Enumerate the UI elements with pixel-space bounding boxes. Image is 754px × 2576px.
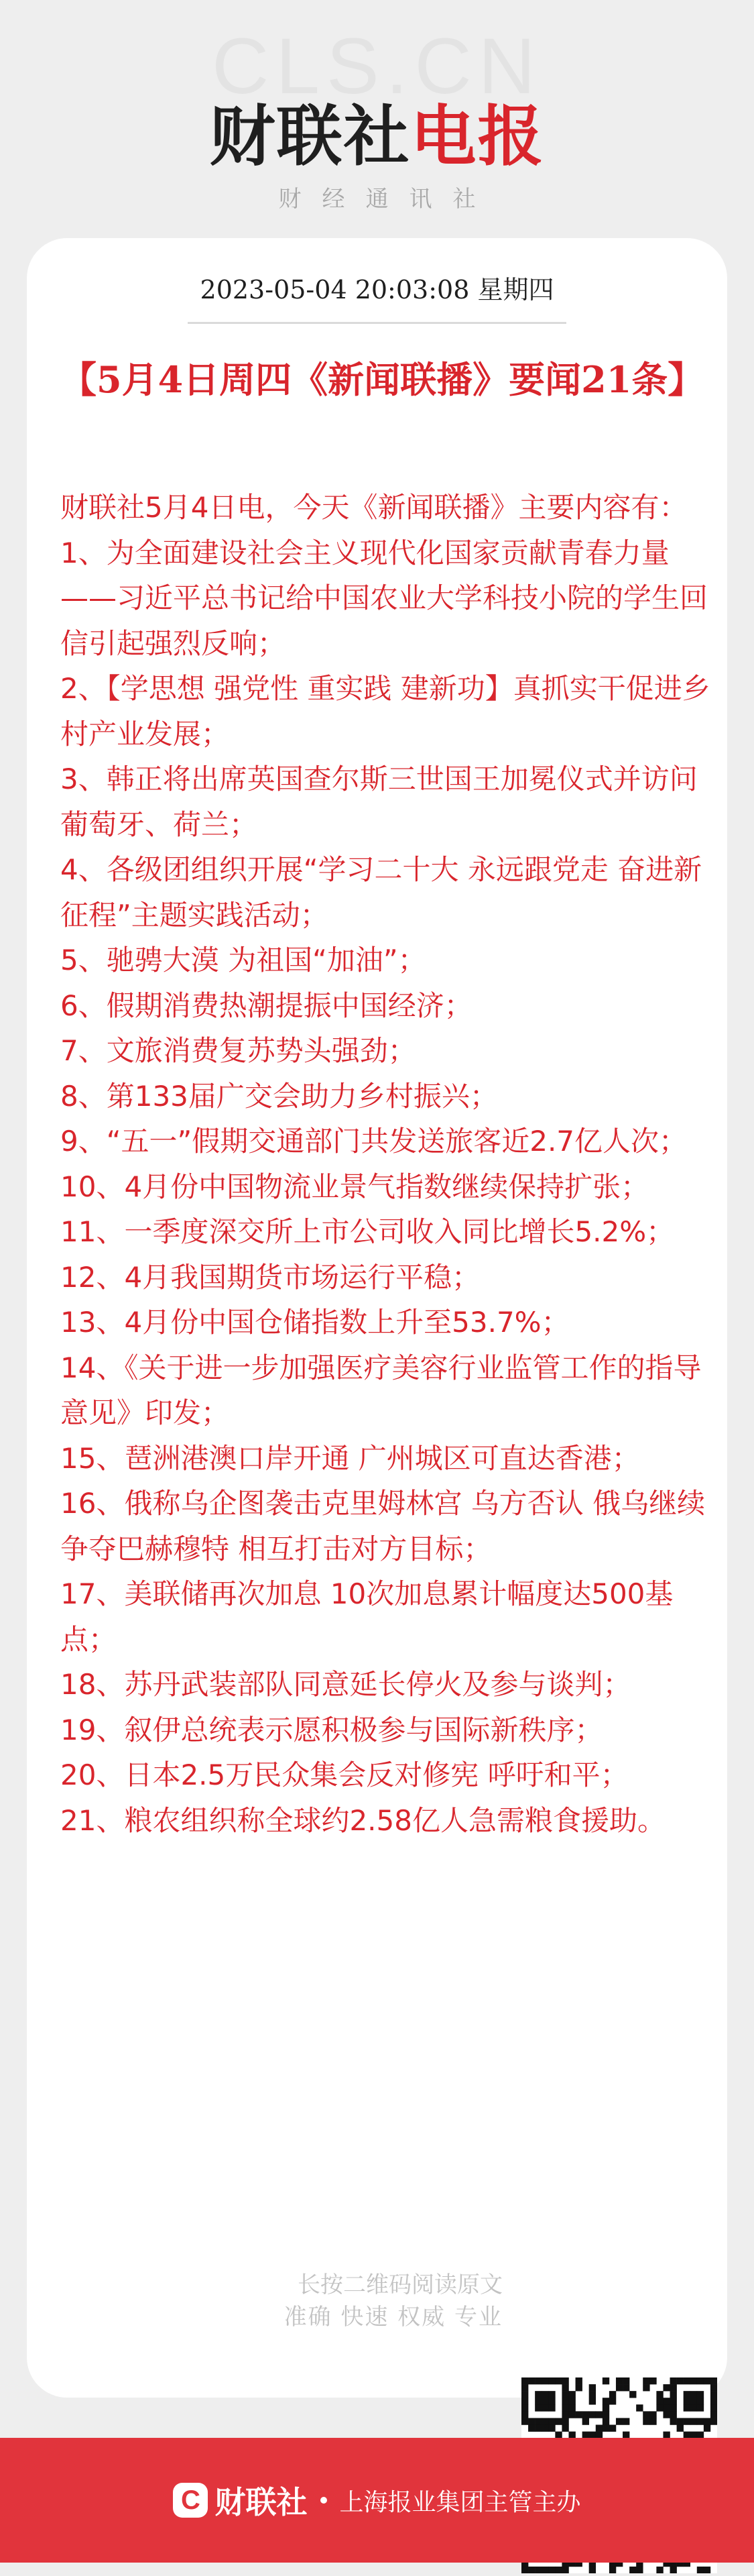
news-item: 19、叙伊总统表示愿积极参与国际新秩序；: [60, 1713, 603, 1746]
news-item: 21、粮农组织称全球约2.58亿人急需粮食援助。: [60, 1803, 666, 1837]
brand-subtitle: 财经通讯社: [278, 186, 497, 213]
news-item: 20、日本2.5万民众集会反对修宪 呼吁和平；: [60, 1758, 629, 1791]
news-item: 14、《关于进一步加强医疗美容行业监管工作的指导意见》印发；: [60, 1351, 702, 1429]
news-card: [27, 238, 727, 2398]
cls-logo-icon: C: [173, 2483, 208, 2518]
news-item: 9、“五一”假期交通部门共发送旅客近2.7亿人次；: [60, 1125, 688, 1158]
news-item: 3、韩正将出席英国查尔斯三世国王加冕仪式并访问葡萄牙、荷兰；: [60, 763, 698, 841]
footer-publisher: 上海报业集团主管主办: [339, 2488, 581, 2516]
news-content: [60, 485, 724, 1843]
news-item: 13、4月份中国仓储指数上升至53.7%；: [60, 1306, 570, 1339]
news-title: 【5月4日周四《新闻联播》要闻21条】: [60, 358, 704, 401]
news-item: 12、4月我国期货市场运行平稳；: [60, 1260, 481, 1294]
news-item: 4、各级团组织开展“学习二十大 永远跟党走 奋进新征程”主题实践活动；: [60, 853, 702, 932]
brand-name: 财联社: [209, 99, 411, 175]
footer-bar: [0, 2438, 754, 2563]
separator-dot: [320, 2497, 327, 2504]
news-item: 10、4月份中国物流业景气指数继续保持扩张；: [60, 1170, 649, 1203]
news-intro: 财联社5月4日电，今天《新闻联播》主要内容有：: [60, 491, 688, 524]
news-item: 1、为全面建设社会主义现代化国家贡献青春力量——习近平总书记给中国农业大学科技小院的学生回信引起强烈反响；: [60, 536, 708, 660]
news-item: 6、假期消费热潮提振中国经济；: [60, 989, 473, 1022]
footer-brand: 财联社: [214, 2484, 308, 2520]
publish-datetime: 2023-05-04 20:03:08 星期四: [200, 275, 554, 304]
divider: [188, 322, 566, 324]
news-item: 8、第133届广交会助力乡村振兴；: [60, 1079, 498, 1113]
news-item: 17、美联储再次加息 10次加息累计幅度达500基点；: [60, 1577, 674, 1656]
news-item: 15、琶洲港澳口岸开通 广州城区可直达香港；: [60, 1441, 640, 1475]
qr-hint: 长按二维码阅读原文: [298, 2272, 503, 2298]
news-item: 11、一季度深交所上市公司收入同比增长5.2%；: [60, 1215, 675, 1248]
header: [0, 0, 754, 241]
brand-product: 电报: [410, 99, 545, 175]
watermark: CLS.CN: [212, 22, 542, 111]
qr-slogan: 准确 快速 权威 专业: [284, 2304, 503, 2331]
news-item: 18、苏丹武装部队同意延长停火及参与谈判；: [60, 1668, 631, 1701]
news-item: 16、俄称乌企图袭击克里姆林宫 乌方否认 俄乌继续争夺巴赫穆特 相互打击对方目标；: [60, 1487, 706, 1565]
brand-logo: [0, 99, 754, 175]
news-item: 5、驰骋大漠 为祖国“加油”；: [60, 944, 426, 976]
news-item: 7、文旅消费复苏势头强劲；: [60, 1034, 416, 1067]
news-item: 2、【学思想 强党性 重实践 建新功】真抓实干促进乡村产业发展；: [60, 672, 710, 750]
